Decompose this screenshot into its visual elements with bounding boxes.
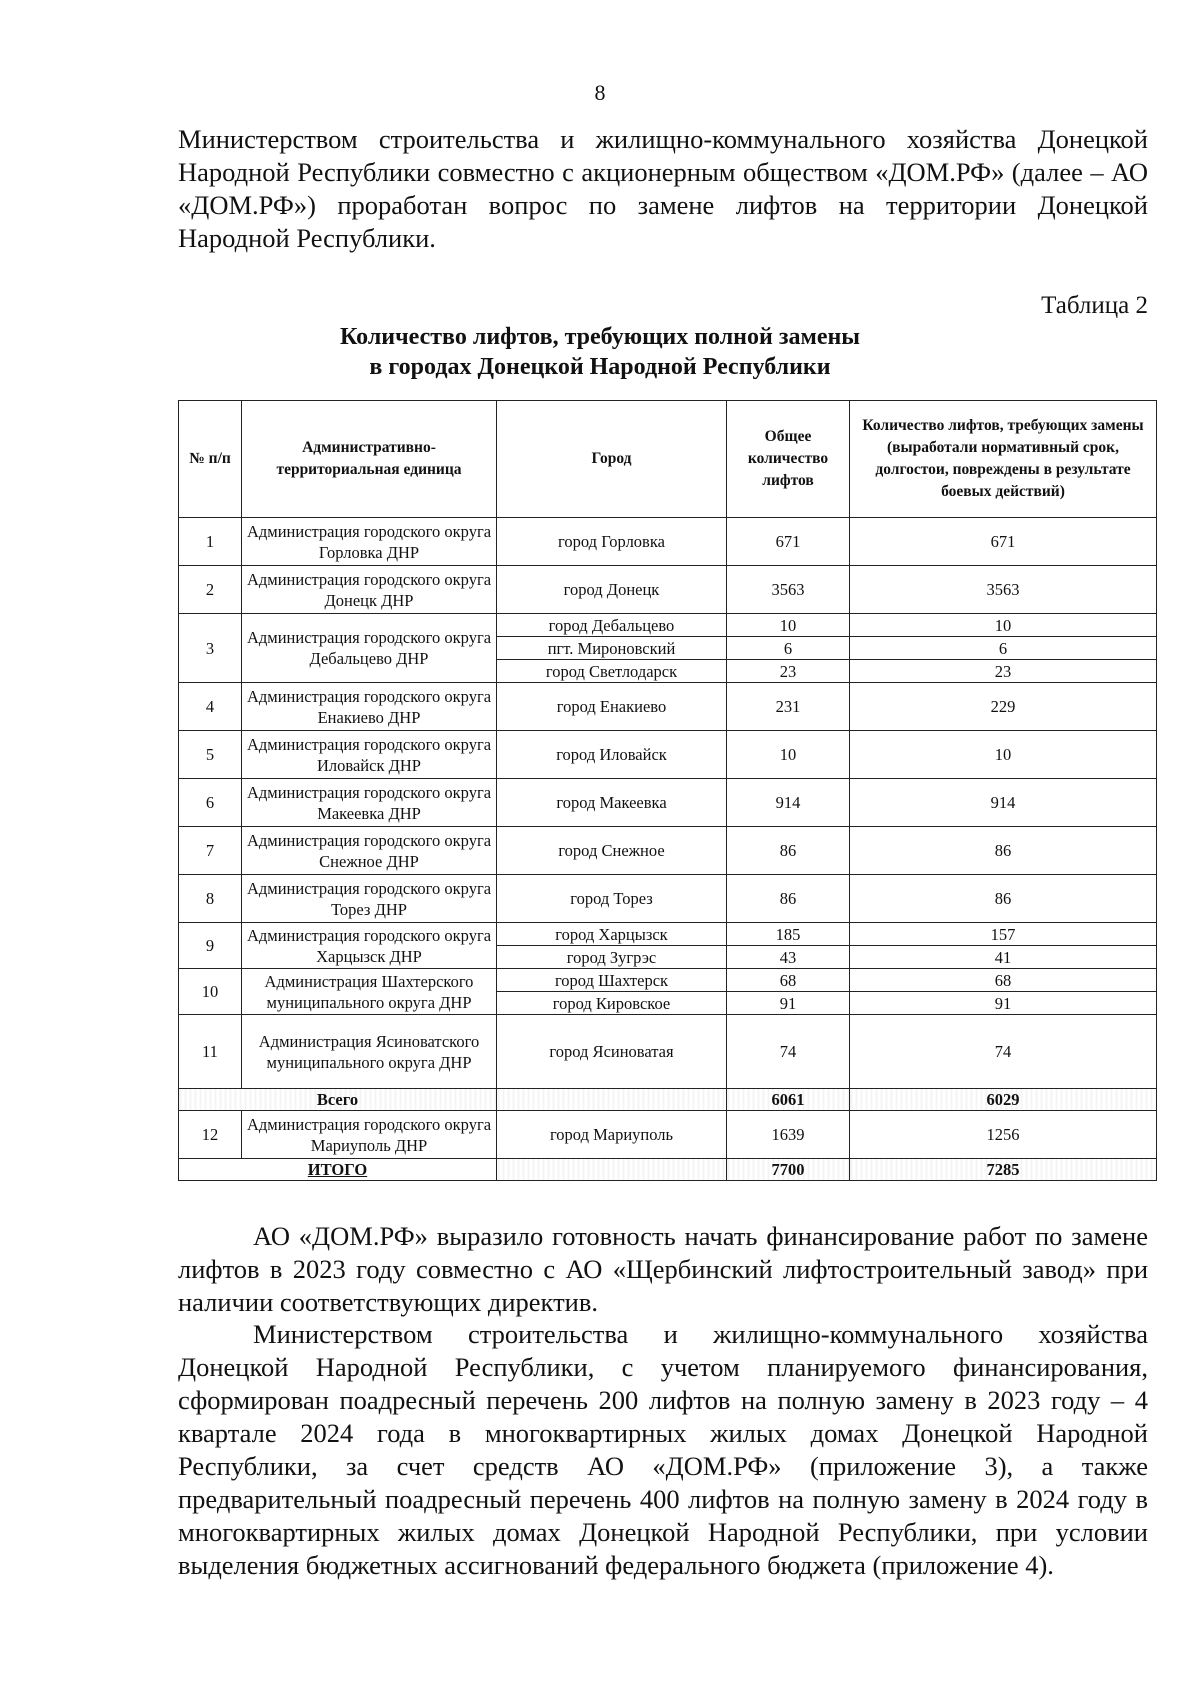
cell-replace: 6 [850,637,1157,660]
cell-unit: Администрация городского округа Мариуполь ДНР [242,1111,497,1159]
cell-num: 12 [179,1111,242,1159]
cell-num: 10 [179,969,242,1015]
cell-city: город Шахтерск [497,969,727,992]
cell-city: город Харцызск [497,923,727,946]
cell-city: город Макеевка [497,779,727,827]
grand-total-replace: 7285 [850,1159,1157,1181]
cell-replace: 74 [850,1015,1157,1089]
paragraph-financing: АО «ДОМ.РФ» выразило готовность начать финансирование работ по замене лифтов в 2023 году совместно с АО «Щербинский лифтостроительный завод» при наличии соответствующих директив. [178,1221,1148,1317]
cell-replace: 10 [850,614,1157,637]
cell-unit: Администрация городского округа Донецк ДНР [242,566,497,614]
cell-unit: Администрация городского округа Макеевка ДНР [242,779,497,827]
grand-total-row [179,1159,1157,1181]
cell-city: город Зугрэс [497,946,727,969]
cell-unit: Администрация Ясиноватского муниципального округа ДНР [242,1015,497,1089]
table-row [179,614,1157,637]
header-total: Общее количество лифтов [727,401,850,518]
cell-total: 914 [727,779,850,827]
table-row [179,518,1157,566]
cell-city: город Донецк [497,566,727,614]
table-row [179,779,1157,827]
cell-replace: 86 [850,875,1157,923]
cell-replace: 91 [850,992,1157,1015]
subtotal-replace: 6029 [850,1089,1157,1111]
cell-num: 4 [179,683,242,731]
cell-replace: 86 [850,827,1157,875]
page-number: 8 [594,80,606,105]
cell-replace: 914 [850,779,1157,827]
table-label: Таблица 2 [1041,292,1148,319]
table-row [179,1111,1157,1159]
cell-unit: Администрация Шахтерского муниципального округа ДНР [242,969,497,1015]
subtotal-total: 6061 [727,1089,850,1111]
cell-replace: 671 [850,518,1157,566]
cell-total: 6 [727,637,850,660]
cell-total: 91 [727,992,850,1015]
table-row [179,875,1157,923]
cell-replace: 3563 [850,566,1157,614]
cell-total: 671 [727,518,850,566]
cell-unit: Администрация городского округа Снежное ДНР [242,827,497,875]
cell-num: 9 [179,923,242,969]
lifts-table [178,400,1157,1181]
cell-replace: 229 [850,683,1157,731]
cell-unit: Администрация городского округа Харцызск ДНР [242,923,497,969]
cell-num: 2 [179,566,242,614]
cell-total: 3563 [727,566,850,614]
subtotal-label: Всего [179,1089,497,1111]
cell-total: 10 [727,731,850,779]
cell-total: 74 [727,1015,850,1089]
cell-num: 7 [179,827,242,875]
cell-replace: 157 [850,923,1157,946]
table-row [179,1015,1157,1089]
cell-unit: Администрация городского округа Торез ДНР [242,875,497,923]
cell-num: 5 [179,731,242,779]
subtotal-city-blank [497,1089,727,1111]
table-title-line2: в городах Донецкой Народной Республики [369,354,831,380]
header-num: № п/п [179,401,242,518]
cell-num: 8 [179,875,242,923]
cell-total: 1639 [727,1111,850,1159]
table-row [179,923,1157,946]
subtotal-row [179,1089,1157,1111]
table-header-row [179,401,1157,518]
header-unit: Административно-территориальная единица [242,401,497,518]
cell-total: 23 [727,660,850,683]
header-replace: Количество лифтов, требующих замены (выработали нормативный срок, долгостои, повреждены в результате боевых действий) [850,401,1157,518]
cell-replace: 68 [850,969,1157,992]
cell-city: город Горловка [497,518,727,566]
cell-city: пгт. Мироновский [497,637,727,660]
cell-total: 86 [727,827,850,875]
cell-unit: Администрация городского округа Иловайск ДНР [242,731,497,779]
cell-num: 6 [179,779,242,827]
grand-total-city-blank [497,1159,727,1181]
grand-total-label: ИТОГО [179,1159,497,1181]
cell-unit: Администрация городского округа Горловка ДНР [242,518,497,566]
paragraph-lift-list: Министерством строительства и жилищно-коммунального хозяйства Донецкой Народной Республики, с учетом планируемого финансирования, сформирован поадресный перечень 200 лифтов на полную замену в 2023 году – 4 квартале 2024 года в многоквартирных жилых домах Донецкой Народной Республики, за счет средств АО «ДОМ.РФ» (приложение 3), а также предварительный поадресный перечень 400 лифтов на полную замену в 2024 году в многоквартирных жилых домах Донецкой Народной Республики, при условии выделения бюджетных ассигнований федерального бюджета (приложение 4). [178,1319,1148,1580]
cell-num: 11 [179,1015,242,1089]
cell-replace: 10 [850,731,1157,779]
cell-city: город Мариуполь [497,1111,727,1159]
cell-city: город Торез [497,875,727,923]
cell-city: город Светлодарск [497,660,727,683]
cell-total: 10 [727,614,850,637]
cell-city: город Иловайск [497,731,727,779]
table-row [179,969,1157,992]
cell-city: город Енакиево [497,683,727,731]
cell-city: город Ясиноватая [497,1015,727,1089]
cell-city: город Кировское [497,992,727,1015]
cell-replace: 41 [850,946,1157,969]
cell-replace: 1256 [850,1111,1157,1159]
cell-total: 185 [727,923,850,946]
grand-total-total: 7700 [727,1159,850,1181]
cell-unit: Администрация городского округа Енакиево ДНР [242,683,497,731]
table-title-line1: Количество лифтов, требующих полной замены [339,324,861,350]
cell-unit: Администрация городского округа Дебальцево ДНР [242,614,497,683]
cell-city: город Снежное [497,827,727,875]
cell-num: 1 [179,518,242,566]
cell-replace: 23 [850,660,1157,683]
table-row [179,731,1157,779]
cell-total: 43 [727,946,850,969]
cell-total: 231 [727,683,850,731]
table-title [0,322,1200,382]
cell-num: 3 [179,614,242,683]
cell-city: город Дебальцево [497,614,727,637]
header-city: Город [497,401,727,518]
cell-total: 86 [727,875,850,923]
cell-total: 68 [727,969,850,992]
table-row [179,683,1157,731]
intro-paragraph: Министерством строительства и жилищно-коммунального хозяйства Донецкой Народной Республики совместно с акционерным обществом «ДОМ.РФ» (далее – АО «ДОМ.РФ») проработан вопрос по замене лифтов на территории Донецкой Народной Республики. [178,124,1148,253]
table-row [179,566,1157,614]
table-row [179,827,1157,875]
